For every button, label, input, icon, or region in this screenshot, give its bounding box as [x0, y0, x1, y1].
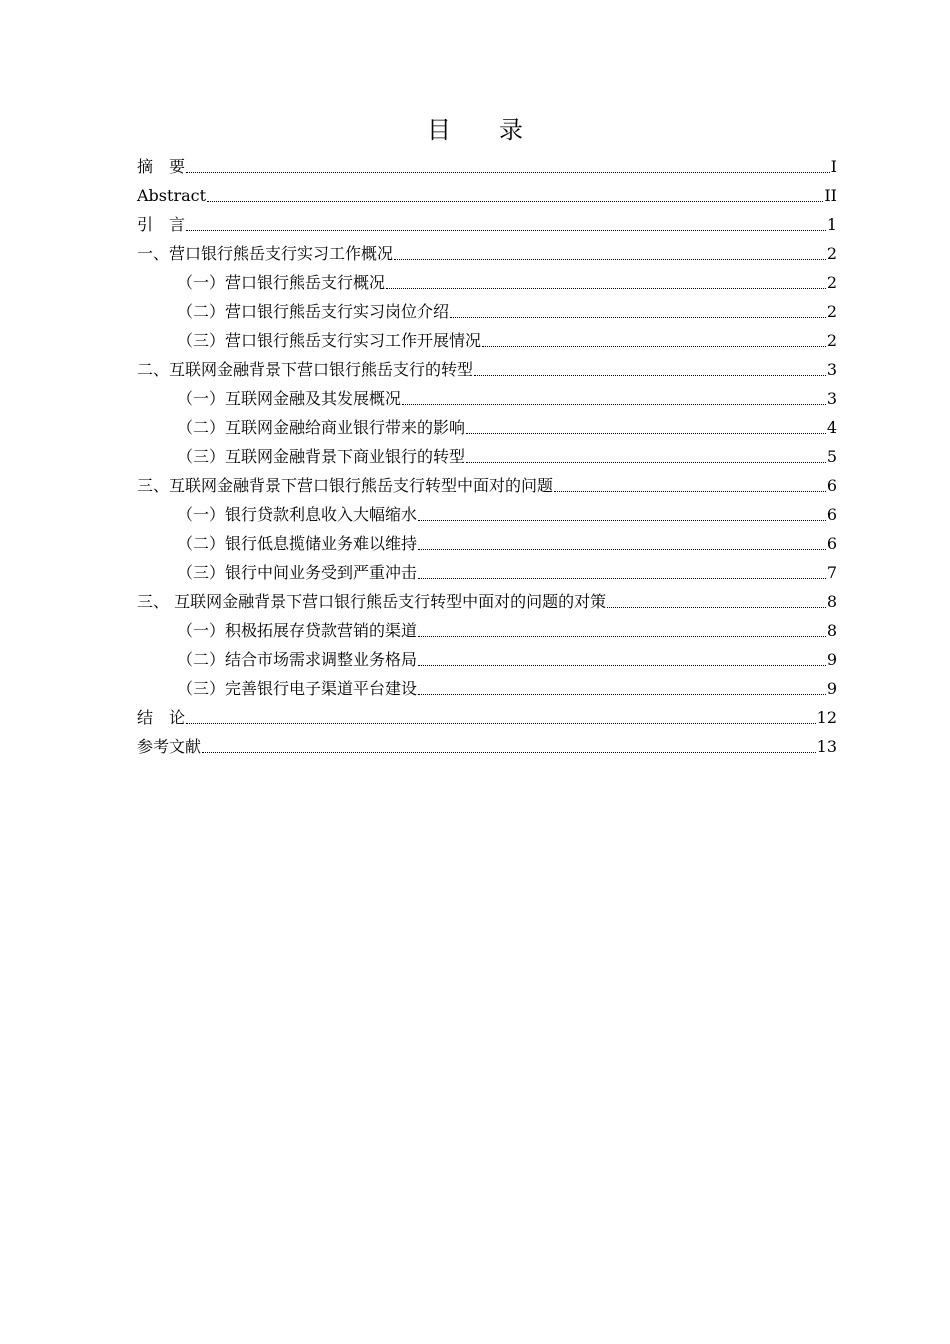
toc-entry[interactable]	[137, 380, 837, 409]
toc-title-first-char: 目	[427, 116, 451, 144]
toc-entry[interactable]	[137, 583, 837, 612]
toc-dot-leader	[186, 229, 826, 231]
toc-entry-label: （三）完善银行电子渠道平台建设	[177, 679, 418, 698]
toc-entry-label: （三）互联网金融背景下商业银行的转型	[177, 447, 466, 466]
toc-dot-leader	[418, 664, 826, 666]
toc-entry-page-number: 9	[826, 650, 837, 669]
toc-entry[interactable]	[137, 264, 837, 293]
toc-entry-page-number: 13	[816, 737, 837, 756]
toc-dot-leader	[402, 403, 826, 405]
toc-entry-page-number: 6	[826, 534, 837, 553]
toc-entry[interactable]	[137, 525, 837, 554]
toc-dot-leader	[418, 577, 826, 579]
toc-entry-page-number: 3	[826, 360, 837, 379]
toc-entry[interactable]	[137, 409, 837, 438]
toc-entry-page-number: 2	[826, 331, 837, 350]
toc-entry-page-number: 5	[826, 447, 837, 466]
toc-entry-page-number: 6	[826, 476, 837, 495]
toc-list	[137, 148, 837, 757]
toc-title-second-char: 录	[499, 116, 523, 144]
toc-entry[interactable]	[137, 177, 837, 206]
toc-entry[interactable]	[137, 554, 837, 583]
toc-entry-page-number: 8	[826, 592, 837, 611]
toc-dot-leader	[466, 461, 826, 463]
toc-entry-page-number: 3	[826, 389, 837, 408]
toc-entry[interactable]	[137, 438, 837, 467]
toc-entry-label: 三、互联网金融背景下营口银行熊岳支行转型中面对的问题	[137, 476, 554, 495]
toc-entry[interactable]	[137, 496, 837, 525]
toc-entry[interactable]	[137, 670, 837, 699]
toc-dot-leader	[607, 606, 826, 608]
toc-entry-label: 引 言	[137, 215, 186, 234]
toc-entry-label: （一）积极拓展存贷款营销的渠道	[177, 621, 418, 640]
toc-entry-label: （一）营口银行熊岳支行概况	[177, 273, 386, 292]
toc-entry[interactable]	[137, 699, 837, 728]
toc-entry-label: （二）结合市场需求调整业务格局	[177, 650, 418, 669]
toc-entry[interactable]	[137, 612, 837, 641]
toc-entry-label: 结 论	[137, 708, 186, 727]
toc-entry-page-number: 2	[826, 244, 837, 263]
toc-dot-leader	[450, 316, 826, 318]
toc-dot-leader	[418, 693, 826, 695]
toc-entry-label: （二）营口银行熊岳支行实习岗位介绍	[177, 302, 450, 321]
toc-entry-page-number: 2	[826, 273, 837, 292]
toc-entry-page-number: 7	[826, 563, 837, 582]
toc-entry-label: （一）互联网金融及其发展概况	[177, 389, 402, 408]
toc-entry[interactable]	[137, 235, 837, 264]
toc-dot-leader	[386, 287, 826, 289]
toc-entry[interactable]	[137, 728, 837, 757]
toc-dot-leader	[466, 432, 826, 434]
toc-entry-label: 二、互联网金融背景下营口银行熊岳支行的转型	[137, 360, 474, 379]
toc-entry-page-number: 1	[826, 215, 837, 234]
toc-entry-label: （一）银行贷款利息收入大幅缩水	[177, 505, 418, 524]
toc-entry-page-number: I	[830, 157, 837, 176]
toc-entry-label: 摘 要	[137, 157, 186, 176]
toc-dot-leader	[554, 490, 826, 492]
toc-dot-leader	[207, 200, 823, 202]
toc-entry-label: （二）银行低息揽储业务难以维持	[177, 534, 418, 553]
toc-entry-page-number: 8	[826, 621, 837, 640]
toc-entry-page-number: 9	[826, 679, 837, 698]
toc-entry[interactable]	[137, 641, 837, 670]
toc-entry-label: 一、营口银行熊岳支行实习工作概况	[137, 244, 394, 263]
toc-title	[0, 114, 950, 146]
toc-dot-leader	[418, 635, 826, 637]
toc-dot-leader	[186, 171, 830, 173]
toc-dot-leader	[418, 548, 826, 550]
toc-entry-label: （二）互联网金融给商业银行带来的影响	[177, 418, 466, 437]
toc-entry-label: Abstract	[137, 186, 207, 205]
toc-entry-label: 参考文献	[137, 737, 202, 756]
toc-entry-label: 三、 互联网金融背景下营口银行熊岳支行转型中面对的问题的对策	[137, 592, 607, 611]
toc-dot-leader	[418, 519, 826, 521]
toc-entry-label: （三）营口银行熊岳支行实习工作开展情况	[177, 331, 482, 350]
toc-dot-leader	[474, 374, 826, 376]
toc-entry-page-number: 2	[826, 302, 837, 321]
toc-entry[interactable]	[137, 206, 837, 235]
toc-dot-leader	[394, 258, 826, 260]
toc-entry-page-number: 12	[816, 708, 837, 727]
toc-entry-label: （三）银行中间业务受到严重冲击	[177, 563, 418, 582]
toc-entry-page-number: II	[824, 186, 837, 205]
toc-entry[interactable]	[137, 293, 837, 322]
toc-dot-leader	[202, 751, 816, 753]
toc-entry[interactable]	[137, 148, 837, 177]
toc-entry[interactable]	[137, 322, 837, 351]
toc-entry[interactable]	[137, 351, 837, 380]
toc-dot-leader	[186, 722, 816, 724]
toc-dot-leader	[482, 345, 826, 347]
toc-entry-page-number: 4	[826, 418, 837, 437]
toc-entry-page-number: 6	[826, 505, 837, 524]
toc-entry[interactable]	[137, 467, 837, 496]
